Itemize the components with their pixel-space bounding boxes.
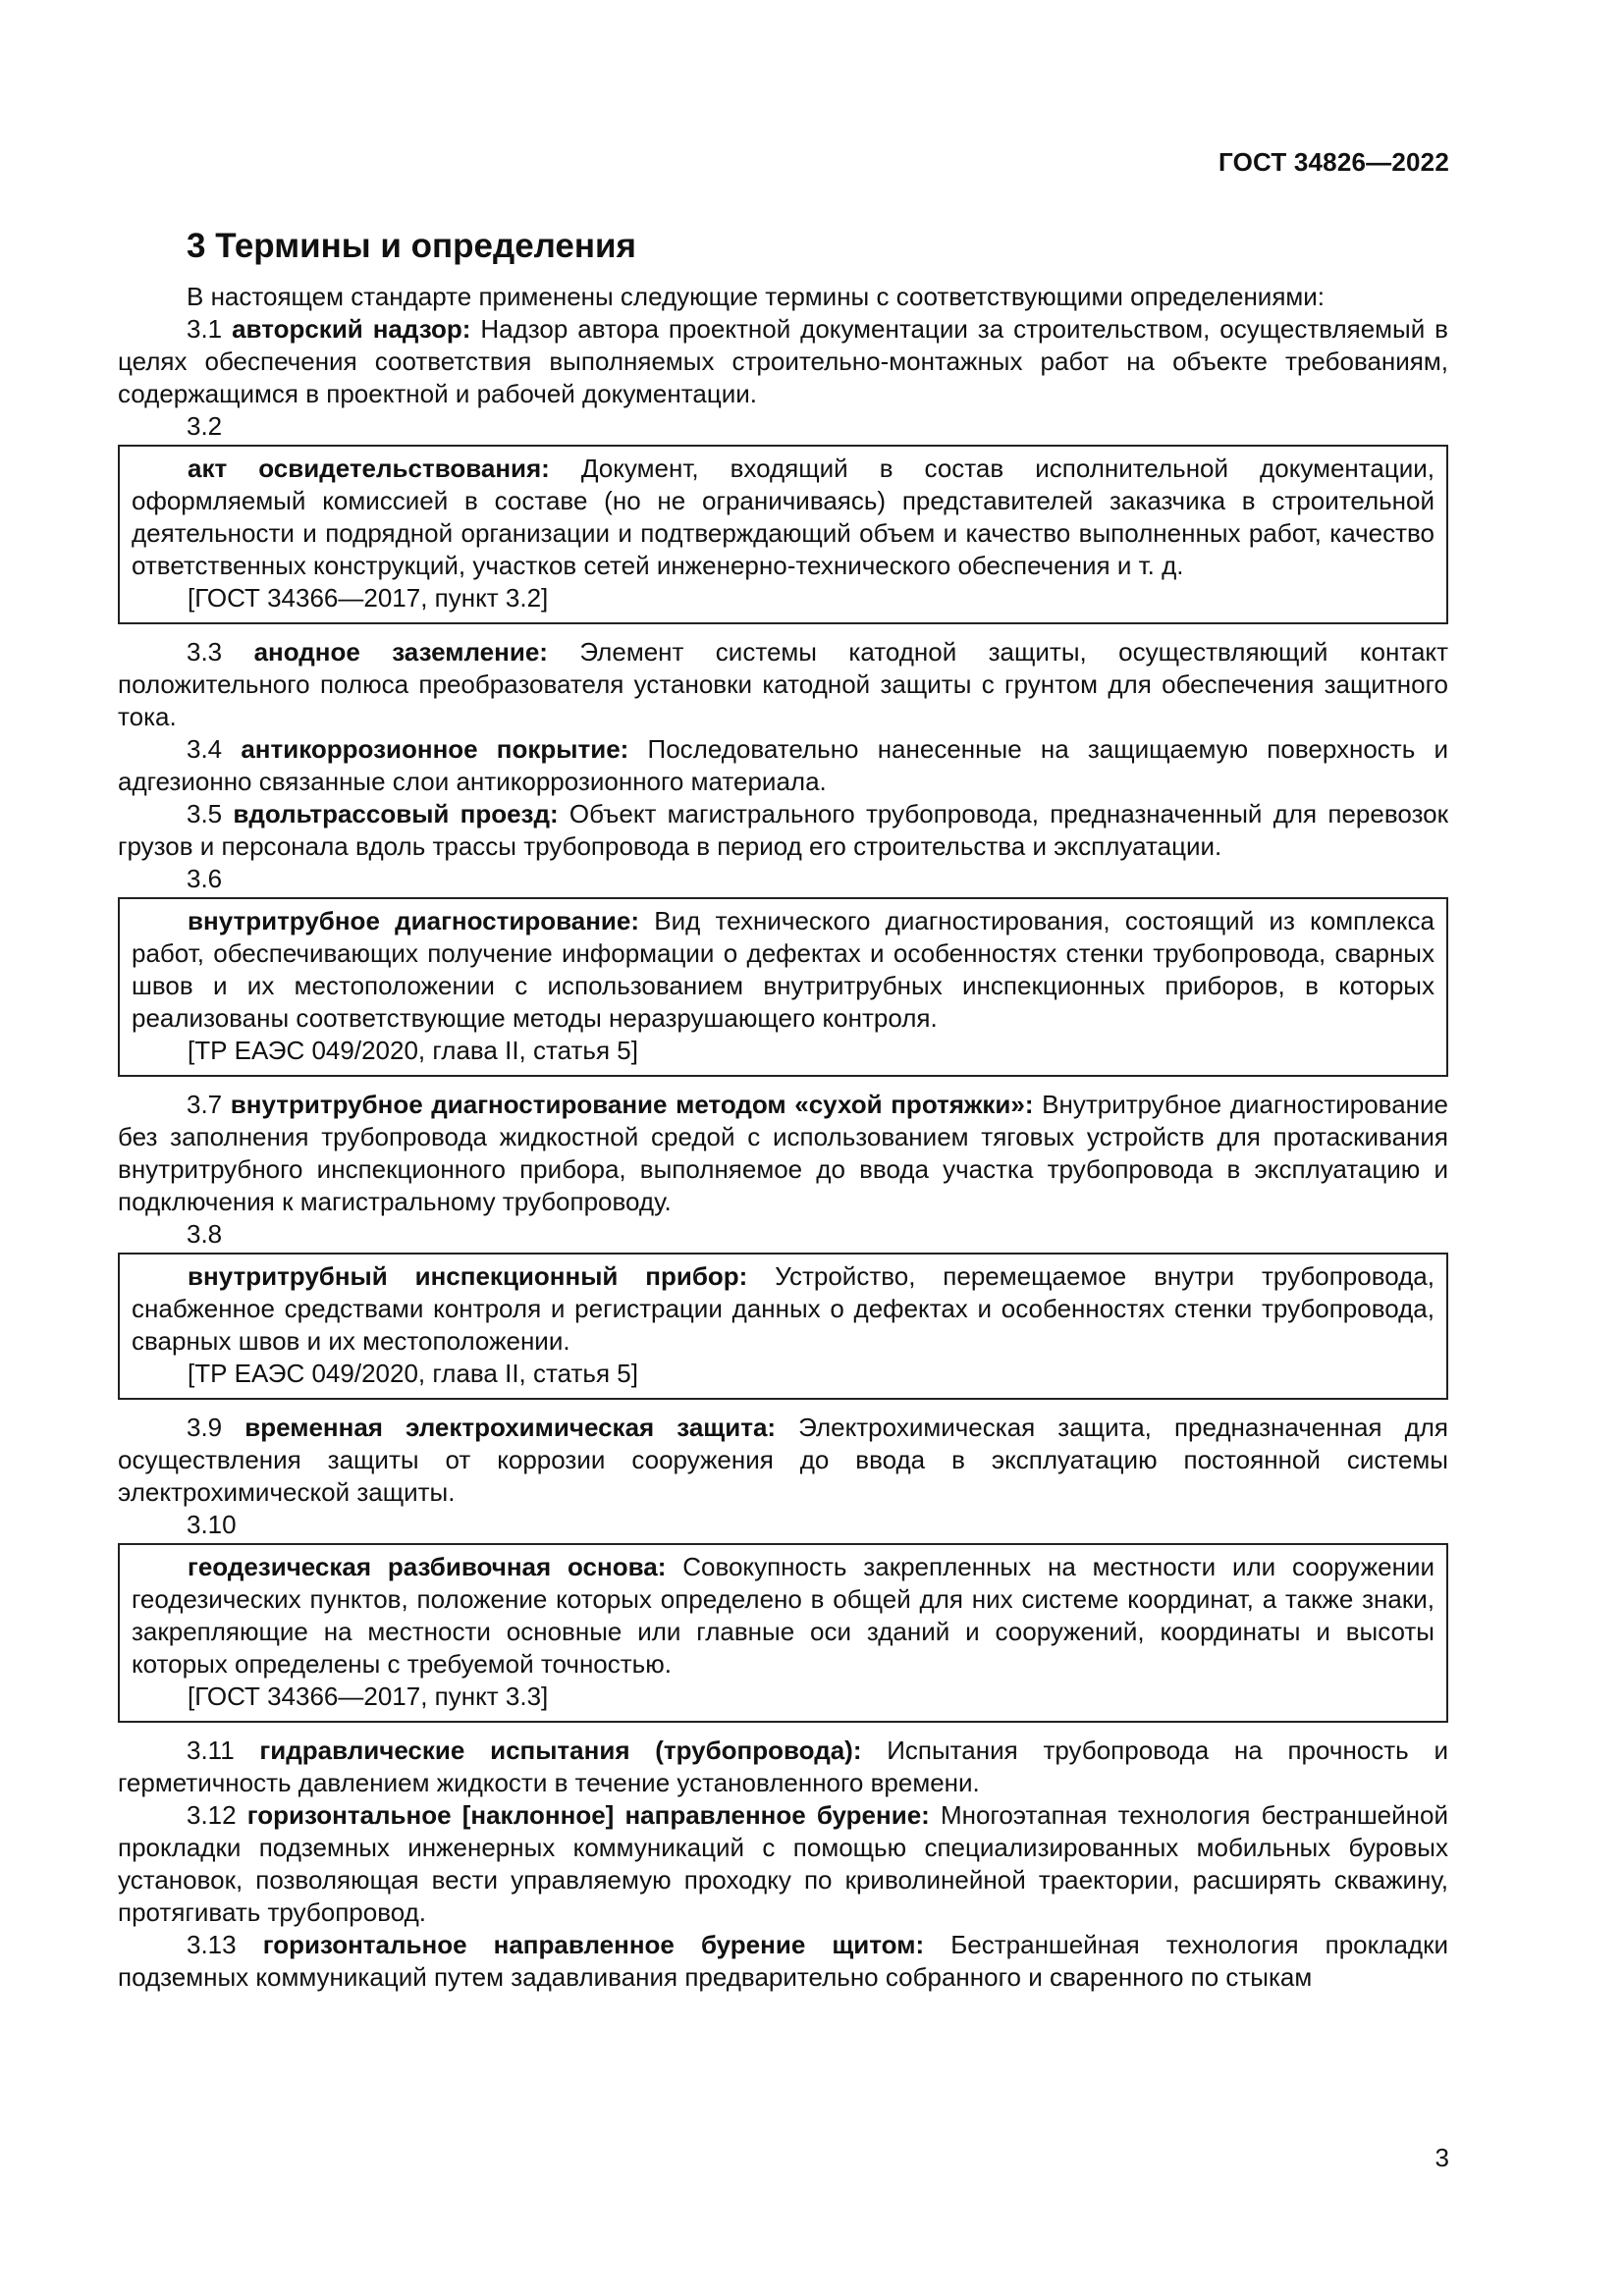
term-name: временная электрохимическая защита: <box>244 1413 777 1442</box>
page-number: 3 <box>1435 2143 1449 2172</box>
term-name: горизонтальное [наклонное] направленное бурение: <box>246 1800 930 1830</box>
term-name: акт освидетельствования: <box>188 454 550 483</box>
quoted-definition-box <box>118 897 1448 1077</box>
term-number: 3.2 <box>187 411 223 441</box>
term-entry: 3.7 внутритрубное диагностирование методом «сухой протяжки»: Внутритрубное диагностирование без заполнения трубопровода жидкостной средой с использованием тяговых устройств для протаскивания внутритрубного инспекционного прибора, выполняемое до ввода участка трубопровода в эксплуатацию и подключения к магистральному трубопроводу. <box>118 1090 1448 1216</box>
term-name: горизонтальное направленное бурение щитом: <box>262 1930 925 1959</box>
term-name: внутритрубный инспекционный прибор: <box>188 1261 748 1291</box>
term-entry: 3.13 горизонтальное направленное бурение щитом: Бестраншейная технология прокладки подземных коммуникаций путем задавливания предварительно собранного и сваренного по стыкам <box>118 1930 1448 1992</box>
quoted-definition-box <box>118 1253 1448 1400</box>
term-entry: 3.11 гидравлические испытания (трубопровода): Испытания трубопровода на прочность и герметичность давлением жидкости в течение установленного времени. <box>118 1735 1448 1797</box>
term-entry: внутритрубное диагностирование: Вид технического диагностирования, состоящий из комплекса работ, обеспечивающих получение информации о дефектах и особенностях стенки трубопровода, сварных швов и их местоположении с использованием внутритрубных инспекционных приборов, в которых реализованы соответствующие методы неразрушающего контроля. <box>132 906 1435 1033</box>
term-entry: 3.1 авторский надзор: Надзор автора проектной документации за строительством, осуществляемый в целях обеспечения соответствия выполняемых строительно-монтажных работ на объекте требованиям, содержащимся в проектной и рабочей документации. <box>118 314 1448 408</box>
term-entry: 3.3 анодное заземление: Элемент системы катодной защиты, осуществляющий контакт положительного полюса преобразователя установки катодной защиты с грунтом для обеспечения защитного тока. <box>118 637 1448 731</box>
term-entry: внутритрубный инспекционный прибор: Устройство, перемещаемое внутри трубопровода, снабженное средствами контроля и регистрации данных о дефектах и особенностях стенки трубопровода, сварных швов и их местоположении. <box>132 1261 1435 1356</box>
term-number: 3.8 <box>187 1219 223 1249</box>
term-name: антикоррозионное покрытие: <box>241 734 629 764</box>
term-entry: 3.4 антикоррозионное покрытие: Последовательно нанесенные на защищаемую поверхность и адгезионно связанные слои антикоррозионного материала. <box>118 734 1448 796</box>
term-name: анодное заземление: <box>253 637 548 667</box>
term-number: 3.10 <box>187 1510 237 1539</box>
term-name: внутритрубное диагностирование методом «сухой протяжки»: <box>230 1090 1034 1119</box>
term-number: 3.6 <box>187 864 223 893</box>
quoted-definition-box <box>118 1543 1448 1723</box>
page-content <box>118 218 1448 1994</box>
quoted-definition-box <box>118 445 1448 624</box>
definition-source: [ГОСТ 34366—2017, пункт 3.2] <box>188 583 549 613</box>
document-id: ГОСТ 34826—2022 <box>1218 147 1449 177</box>
definition-source: [ГОСТ 34366—2017, пункт 3.3] <box>188 1682 549 1711</box>
term-name: геодезическая разбивочная основа: <box>188 1552 667 1581</box>
definition-source: [ТР ЕАЭС 049/2020, глава II, статья 5] <box>188 1036 638 1065</box>
term-entry: 3.5 вдольтрассовый проезд: Объект магистрального трубопровода, предназначенный для перевозок грузов и персонала вдоль трассы трубопровода в период его строительства и эксплуатации. <box>118 799 1448 861</box>
term-entry: геодезическая разбивочная основа: Совокупность закрепленных на местности или сооружении геодезических пунктов, положение которых определено в общей для них системе координат, а также знаки, закрепляющие на местности основные или главные оси зданий и сооружений, координаты и высоты которых определены с требуемой точностью. <box>132 1552 1435 1679</box>
term-entry: 3.12 горизонтальное [наклонное] направленное бурение: Многоэтапная технология бестраншейной прокладки подземных инженерных коммуникаций с помощью специализированных мобильных буровых установок, позволяющая вести управляемую проходку по криволинейной траектории, расширять скважину, протягивать трубопровод. <box>118 1800 1448 1927</box>
term-name: гидравлические испытания (трубопровода): <box>259 1735 862 1765</box>
term-name: авторский надзор: <box>232 314 471 344</box>
term-name: вдольтрассовый проезд: <box>233 799 559 828</box>
term-entry: 3.9 временная электрохимическая защита: Электрохимическая защита, предназначенная для осуществления защиты от коррозии сооружения до ввода в эксплуатацию постоянной системы электрохимической защиты. <box>118 1413 1448 1507</box>
term-name: внутритрубное диагностирование: <box>188 906 640 935</box>
section-title: 3 Термины и определения <box>187 227 636 265</box>
term-entry: акт освидетельствования: Документ, входящий в состав исполнительной документации, оформляемый комиссией в составе (но не ограничиваясь) представителей заказчика в строительной деятельности и подрядной организации и подтверждающий объем и качество выполненных работ, качество ответственных конструкций, участков сетей инженерно-технического обеспечения и т. д. <box>132 454 1435 580</box>
intro-paragraph: В настоящем стандарте применены следующие термины с соответствующими определениями: <box>187 282 1326 311</box>
definition-source: [ТР ЕАЭС 049/2020, глава II, статья 5] <box>188 1359 638 1388</box>
